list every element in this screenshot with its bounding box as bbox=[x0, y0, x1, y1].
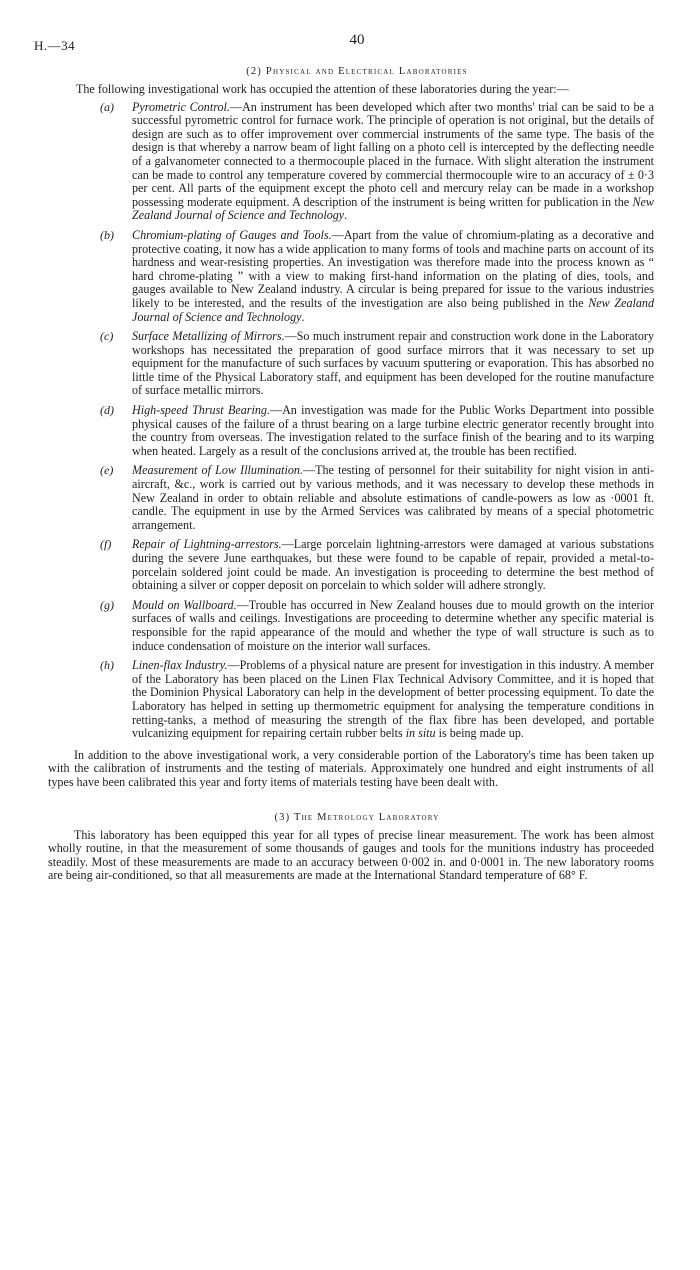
item-label: (h) bbox=[100, 658, 114, 673]
item-body: —Problems of a physical nature are present for investigation in this industry. A member of the Laboratory has been placed on the Linen Flax Technical Advisory Committee, and it is hoped that the Dominion Physical Laboratory can help in the development of better processing equipment. To date the Laboratory has helped in setting up thermometric equipment for analysing the temperature conditions in retting-tanks, a method of measuring the strength of the flax fibre has been developed, and portable vulcanizing equipment for repairing certain rubber belts bbox=[132, 658, 655, 741]
closing-paragraph: In addition to the above investigational work, a very considerable portion of the Laboratory's time has been taken up with the calibration of instruments and the testing of materials. Approximately one hundred and eight instruments of all types have been calibrated this year and forty items of materials testing have been dealt with. bbox=[48, 747, 654, 789]
page-number: 40 bbox=[349, 32, 365, 48]
item-title: Measurement of Low Illumination. bbox=[132, 463, 303, 478]
item-title: Chromium-plating of Gauges and Tools. bbox=[132, 227, 332, 242]
item-label: (a) bbox=[100, 99, 114, 114]
item-body: —Large porcelain lightning-arrestors were damaged at various substations during the severe June earthquakes, but these were found to be capable of repair, provided a metal-to-porcelain soldered joint could be made. An investigation is proceeding to determine the best method of obtaining a silver or copper deposit on porcelain to which solder will adhere strongly. bbox=[132, 537, 654, 593]
item-text bbox=[132, 404, 654, 458]
list-item bbox=[60, 330, 654, 398]
list-item bbox=[60, 599, 654, 653]
item-reference: New Zealand Journal of Science and Technology bbox=[132, 295, 654, 324]
section-title-physical-electrical: (2) Physical and Electrical Laboratories bbox=[246, 66, 468, 77]
item-title: Repair of Lightning-arrestors. bbox=[132, 537, 282, 552]
item-body: —An instrument has been developed which after two months' trial can be said to be a successful pyrometric control for furnace work. The principle of operation is not original, but the details of design are such as to offer improvement over commercial instruments of the same type. The basis of the design is that whereby a narrow beam of light falling on a photo cell is intercepted by the deflecting needle of a galvanometer connected to a thermocouple placed in the furnace. With slight alteration the instrument can be made to control any temperature covered by commercial thermocouple wire to an accuracy of ± 0·3 per cent. All parts of the equipment except the photo cell and mercury relay can be made in a workshop possessing moderate equipment. A description of the instrument is being written for publication in the bbox=[132, 99, 654, 209]
item-label: (f) bbox=[100, 537, 112, 552]
item-body: —Apart from the value of chromium-plating as a decorative and protective coating, it now has a wide application to many forms of tools and machine parts on account of its hardness and wear-resisting properties. An investigation was therefore made into the process known as “ hard chrome-plating ” with a view to making first-hand information on the plating of dies, tools, and gauges available to New Zealand industry. A circular is being prepared for issue to the various industries likely to be interested, and the results of the investigation are also being published in the bbox=[132, 227, 654, 310]
item-reference: New Zealand Journal of Science and Technology bbox=[132, 194, 654, 223]
item-text bbox=[132, 599, 654, 653]
list-item bbox=[60, 659, 654, 741]
item-text bbox=[132, 538, 654, 592]
item-text bbox=[132, 659, 654, 741]
item-title: Surface Metallizing of Mirrors. bbox=[132, 329, 285, 344]
section-intro: The following investigational work has occupied the attention of these laboratories during the year:— bbox=[76, 82, 569, 96]
item-title: Mould on Wallboard. bbox=[132, 597, 237, 612]
section-title-metrology: (3) The Metrology Laboratory bbox=[274, 811, 440, 823]
item-text bbox=[132, 101, 654, 223]
item-label: (c) bbox=[100, 329, 114, 344]
investigation-list bbox=[60, 101, 654, 741]
item-text bbox=[132, 330, 654, 398]
item-body: —So much instrument repair and construction work done in the Laboratory workshops has necessitated the preparation of good surface mirrors that it was necessary to set up equipment for the manufacture of such surfaces by vacuum sputtering or evaporation. This has absorbed no little time of the Physical Laboratory staff, and equipment has been developed for the routine manufacture of surface metallic mirrors. bbox=[132, 329, 654, 398]
item-text bbox=[132, 229, 654, 324]
metrology-paragraph: This laboratory has been equipped this year for all types of precise linear measurement. The work has been almost wholly routine, in that the measurement of some thousands of gauges and tools for the munitions industry has proceeded steadily. Most of these measurements are made to an accuracy between 0·002 in. and 0·0001 in. The new laboratory rooms are being air-conditioned, so that all measurements are made at the International Standard temperature of 68° F. bbox=[48, 827, 654, 883]
item-body: —An investigation was made for the Public Works Department into possible physical causes of the failure of a thrust bearing on a large turbine electric generator recently brought into the country from overseas. The investigation related to the surface finish of the bearing and to its warping when heated. Largely as a result of the conclusions arrived at, the trouble has been rectified. bbox=[132, 403, 654, 458]
item-tail: . bbox=[301, 309, 305, 324]
item-tail: is being made up. bbox=[435, 726, 524, 741]
item-title: High-speed Thrust Bearing. bbox=[132, 403, 270, 418]
item-title: Linen-flax Industry. bbox=[132, 658, 228, 673]
item-label: (d) bbox=[100, 403, 114, 418]
item-label: (b) bbox=[100, 227, 114, 242]
list-item bbox=[60, 464, 654, 532]
item-text bbox=[132, 464, 654, 532]
document-reference: H.—34 bbox=[34, 38, 76, 53]
item-title: Pyrometric Control. bbox=[132, 99, 230, 114]
list-item bbox=[60, 404, 654, 458]
page-header bbox=[34, 30, 654, 66]
item-label: (e) bbox=[100, 463, 114, 478]
item-body: —Trouble has occurred in New Zealand houses due to mould growth on the interior surfaces of walls and ceilings. Investigations are proceeding to determine whether any specific material is responsible for the rapid appearance of the mould and whether the type of wall structure is such as to induce condensation of moisture on the interior wall surfaces. bbox=[132, 597, 654, 653]
list-item bbox=[60, 229, 654, 324]
item-label: (g) bbox=[100, 597, 114, 612]
item-reference: in situ bbox=[405, 726, 436, 741]
list-item bbox=[60, 101, 654, 223]
list-item bbox=[60, 538, 654, 592]
item-tail: . bbox=[344, 208, 348, 223]
item-body: —The testing of personnel for their suitability for night vision in anti-aircraft, &c., work is carried out by various methods, and it was necessary to develop these methods in New Zealand in order to obtain reliable and absolute estimations of candle-powers as low as ·0001 ft. candle. The equipment in use by the Armed Services was calibrated by means of a special photometric arrangement. bbox=[132, 463, 654, 532]
